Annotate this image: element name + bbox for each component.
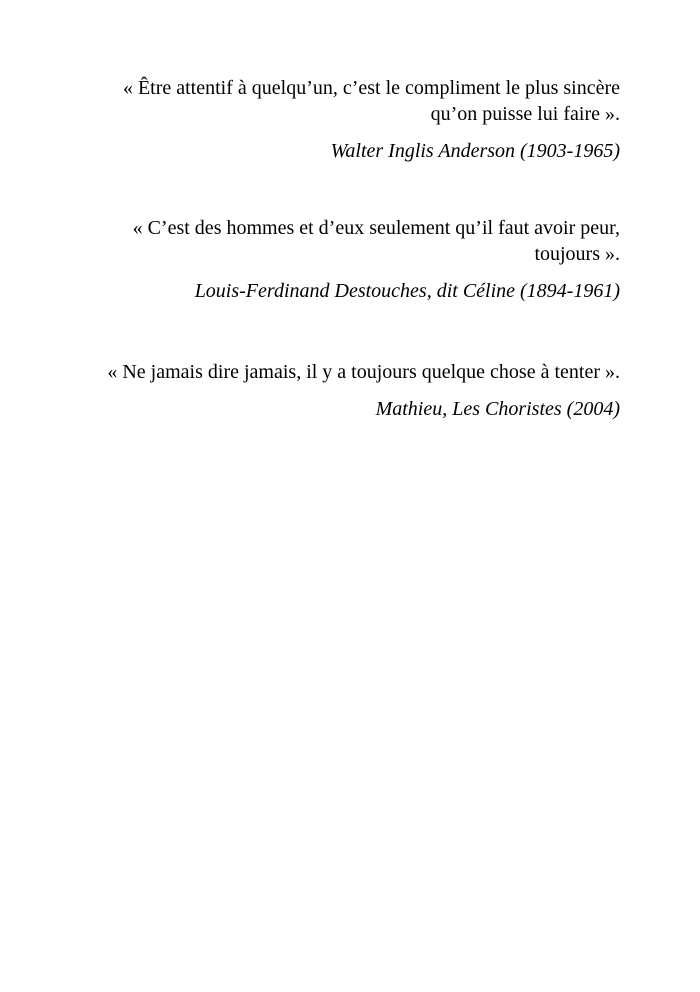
quote-text-line: « C’est des hommes et d’eux seulement qu’il faut avoir peur, <box>132 217 620 239</box>
quote-author: Louis-Ferdinand Destouches, dit Céline (1894-1961) <box>194 280 620 302</box>
quote-block <box>133 215 620 304</box>
quote-text-line: toujours ». <box>534 243 620 265</box>
quote-text-line: qu’on puisse lui faire ». <box>430 103 620 125</box>
quote-block <box>123 75 620 164</box>
quote-block <box>107 359 620 422</box>
quote-author: Mathieu, Les Choristes (2004) <box>375 398 620 420</box>
quote-text-line: « Ne jamais dire jamais, il y a toujours quelque chose à tenter ». <box>107 361 620 383</box>
quote-text-line: « Être attentif à quelqu’un, c’est le compliment le plus sincère <box>122 77 620 99</box>
quote-author: Walter Inglis Anderson (1903-1965) <box>330 140 620 162</box>
